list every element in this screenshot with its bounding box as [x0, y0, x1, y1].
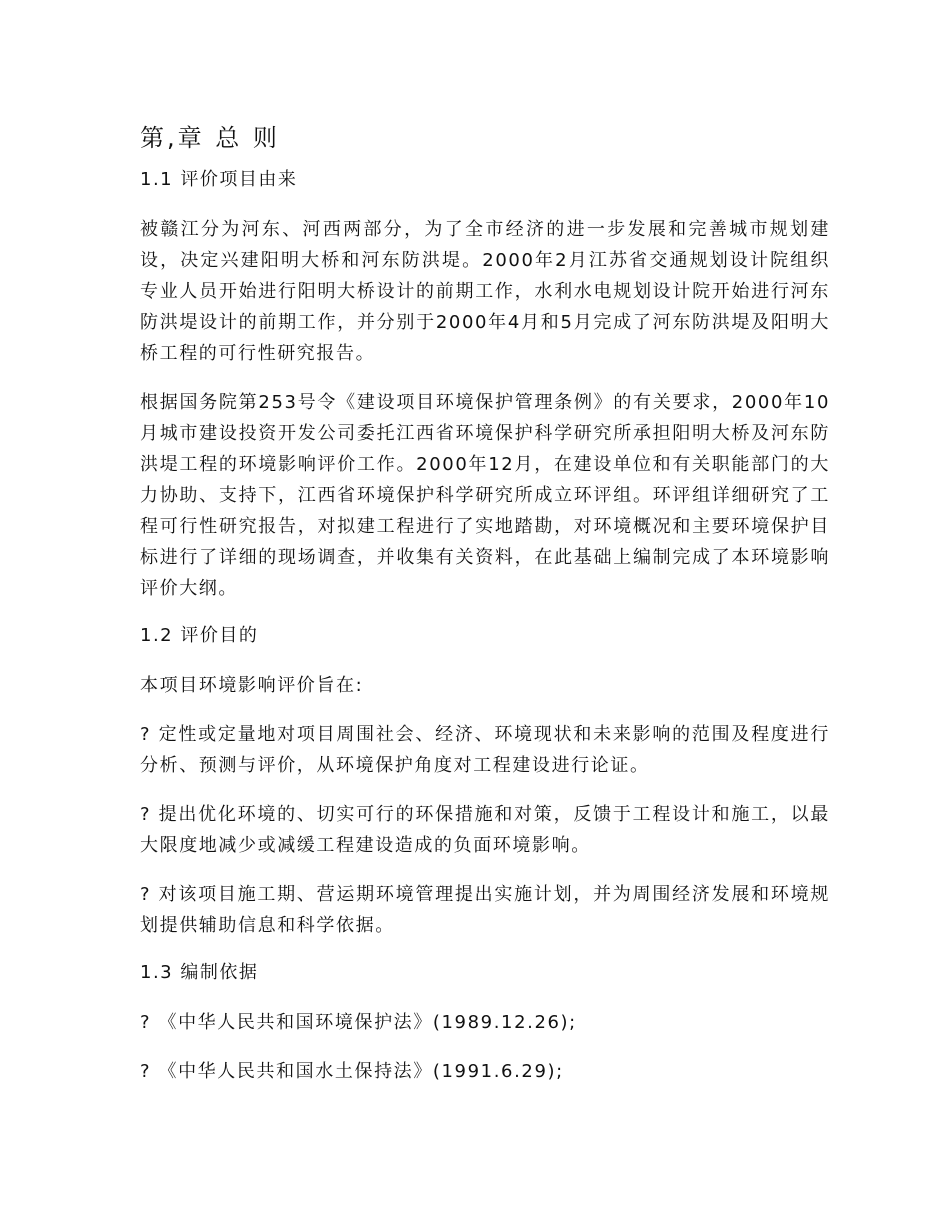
reference-item: ? 《中华人民共和国环境保护法》(1989.12.26);	[140, 1012, 577, 1033]
bullet-paragraph: ? 定性或定量地对项目周围社会、经济、环境现状和未来影响的范围及程度进行分析、预测与评价，从环境保护角度对工程建设进行论证。	[140, 724, 830, 776]
paragraph: 本项目环境影响评价旨在:	[140, 675, 364, 696]
bullet-paragraph: ? 对该项目施工期、营运期环境管理提出实施计划，并为周围经济发展和环境规划提供辅助信息和科学依据。	[140, 884, 830, 936]
section-heading-1-3: 1.3 编制依据	[140, 962, 259, 983]
paragraph: 被赣江分为河东、河西两部分，为了全市经济的进一步发展和完善城市规划建设，决定兴建阳明大桥和河东防洪堤。2000年2月江苏省交通规划设计院组织专业人员开始进行阳明大桥设计的前期工作，水利水电规划设计院开始进行河东防洪堤设计的前期工作，并分别于2000年4月和5月完成了河东防洪堤及阳明大桥工程的可行性研究报告。	[140, 219, 830, 364]
paragraph: 根据国务院第253号令《建设项目环境保护管理条例》的有关要求，2000年10月城市建设投资开发公司委托江西省环境保护科学研究所承担阳明大桥及河东防洪堤工程的环境影响评价工作。2000年12月，在建设单位和有关职能部门的大力协助、支持下，江西省环境保护科学研究所成立环评组。环评组详细研究了工程可行性研究报告，对拟建工程进行了实地踏勘，对环境概况和主要环境保护目标进行了详细的现场调查，并收集有关资料，在此基础上编制完成了本环境影响评价大纲。	[140, 392, 830, 599]
document-content	[140, 118, 830, 1105]
chapter-title: 第,章 总 则	[140, 124, 280, 152]
reference-item: ? 《中华人民共和国水土保持法》(1991.6.29);	[140, 1061, 564, 1082]
bullet-paragraph: ? 提出优化环境的、切实可行的环保措施和对策，反馈于工程设计和施工，以最大限度地减少或减缓工程建设造成的负面环境影响。	[140, 804, 830, 856]
section-heading-1-2: 1.2 评价目的	[140, 625, 259, 646]
section-heading-1-1: 1.1 评价项目由来	[140, 169, 298, 190]
